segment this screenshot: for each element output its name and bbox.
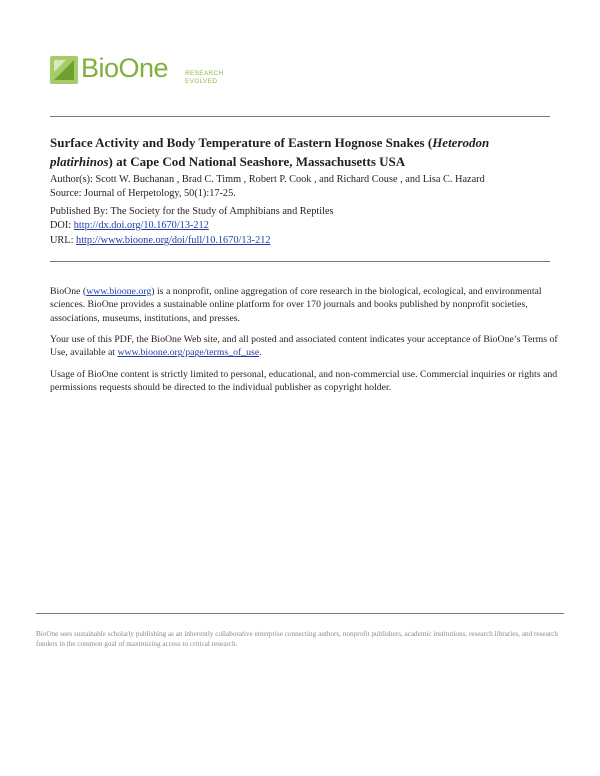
terms-of-use-link[interactable]: www.bioone.org/page/terms_of_use <box>117 347 260 359</box>
footer-divider <box>36 613 564 614</box>
logo-tagline: RESEARCH EVOLVED <box>185 70 224 85</box>
middle-divider <box>50 261 550 262</box>
doi-line: DOI: http://dx.doi.org/10.1670/13-212 <box>50 220 209 231</box>
top-divider <box>50 116 550 117</box>
terms-of-use-paragraph: Your use of this PDF, the BioOne Web site, and all posted and associated content indicates your acceptance of BioOne’s Terms of Use, available at www.bioone.org/page/terms_of_use. <box>50 334 558 359</box>
article-url-link[interactable]: http://www.bioone.org/doi/full/10.1670/13-212 <box>76 235 271 246</box>
usage-paragraph: Usage of BioOne content is strictly limited to personal, educational, and non-commercial use. Commercial inquiries or rights and permissions requests should be directed to the individual publisher as copyright holder. <box>50 369 558 394</box>
article-title: Surface Activity and Body Temperature of Eastern Hognose Snakes (Heterodon platirhinos) at Cape Cod National Seashore, Massachusetts USA <box>50 135 490 169</box>
bioone-home-link[interactable]: www.bioone.org <box>86 286 152 297</box>
doi-link[interactable]: http://dx.doi.org/10.1670/13-212 <box>73 220 209 231</box>
bioone-description-paragraph: BioOne (www.bioone.org) is a nonprofit, online aggregation of core research in the biological, ecological, and environmental sciences. BioOne provides a sustainable online platform for over 170 journals and books published by nonprofit societies, associations, museums, institutions, and presses. <box>50 286 542 324</box>
publisher-line: Published By: The Society for the Study of Amphibians and Reptiles <box>50 206 334 217</box>
authors-line: Author(s): Scott W. Buchanan , Brad C. Timm , Robert P. Cook , and Richard Couse , and Lisa C. Hazard <box>50 174 485 185</box>
bioone-leaf-icon <box>50 56 78 84</box>
url-line: URL: http://www.bioone.org/doi/full/10.1670/13-212 <box>50 235 271 246</box>
bioone-logo <box>50 55 250 95</box>
logo-wordmark: BioOne <box>81 53 169 83</box>
source-line: Source: Journal of Herpetology, 50(1):17-25. <box>50 188 236 199</box>
footer-text: BioOne sees sustainable scholarly publishing as an inherently collaborative enterprise connecting authors, nonprofit publishers, academic institutions, research libraries, and research funders in the common goal of maximizing access to critical research. <box>36 630 558 648</box>
